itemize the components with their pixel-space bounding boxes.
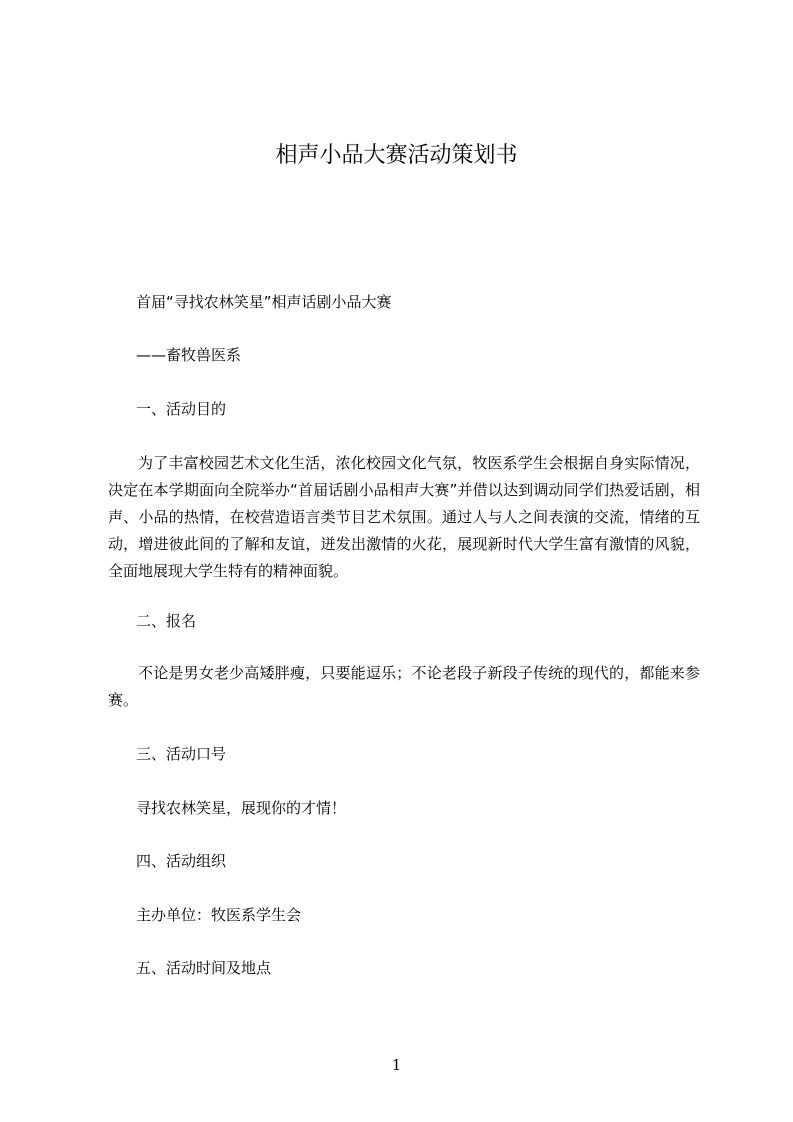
page-number: 1 [391, 1056, 402, 1074]
section-body-slogan: 寻找农林笑星，展现你的才情！ [136, 799, 347, 817]
section-heading-slogan: 三、活动口号 [136, 745, 227, 763]
section-heading-organization: 四、活动组织 [136, 852, 227, 870]
section-body-registration: 不论是男女老少高矮胖瘦，只要能逗乐；不论老段子新段子传统的现代的，都能来参赛。 [108, 664, 700, 709]
subtitle: 首届“寻找农林笑星”相声话剧小品大赛 [136, 293, 392, 311]
section-body-organization: 主办单位：牧医系学生会 [136, 906, 302, 924]
section-heading-time-place: 五、活动时间及地点 [136, 959, 272, 977]
document-title: 相声小品大赛活动策划书 [275, 143, 518, 168]
organizer-line: ——畜牧兽医系 [136, 346, 242, 364]
section-heading-registration: 二、报名 [136, 612, 197, 630]
section-body-purpose: 为了丰富校园艺术文化生活，浓化校园文化气氛，牧医系学生会根据自身实际情况，决定在本学期面向全院举办“首届话剧小品相声大赛”并借以达到调动同学们热爱话剧，相声、小品的热情，在校营造语言类节目艺术氛围。通过人与人之间表演的交流，情绪的互动，增进彼此间的了解和友谊，迸发出激情的火花，展现新时代大学生富有激情的风貌，全面地展现大学生特有的精神面貌。 [108, 454, 700, 580]
section-heading-purpose: 一、活动目的 [136, 400, 227, 418]
